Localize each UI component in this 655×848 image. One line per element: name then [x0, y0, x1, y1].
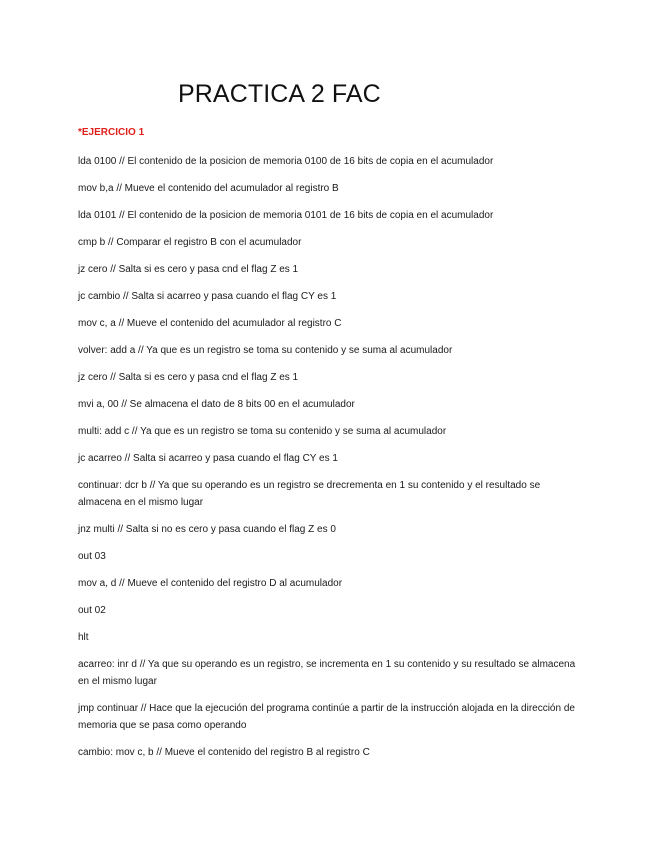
code-line: jz cero // Salta si es cero y pasa cnd el flag Z es 1	[78, 372, 299, 383]
code-line: out 03	[78, 551, 106, 562]
code-line: jz cero // Salta si es cero y pasa cnd el flag Z es 1	[78, 264, 299, 275]
code-line: mov c, a // Mueve el contenido del acumulador al registro C	[78, 318, 342, 329]
code-line: mov b,a // Mueve el contenido del acumulador al registro B	[78, 183, 339, 194]
code-line: jmp continuar // Hace que la ejecución del programa continúe a partir de la instrucción alojada en la dirección de memoria que se pasa como operando	[78, 703, 575, 731]
code-line: hlt	[78, 632, 89, 643]
document-title: PRACTICA 2 FAC	[178, 80, 381, 108]
code-line: lda 0100 // El contenido de la posicion de memoria 0100 de 16 bits de copia en el acumulador	[78, 156, 494, 167]
code-line: cambio: mov c, b // Mueve el contenido del registro B al registro C	[78, 747, 370, 758]
code-line: mov a, d // Mueve el contenido del registro D al acumulador	[78, 578, 343, 589]
code-line: lda 0101 // El contenido de la posicion de memoria 0101 de 16 bits de copia en el acumulador	[78, 210, 494, 221]
code-line: jc acarreo // Salta si acarreo y pasa cuando el flag CY es 1	[78, 453, 338, 464]
code-line: out 02	[78, 605, 106, 616]
code-line: jc cambio // Salta si acarreo y pasa cuando el flag CY es 1	[78, 291, 337, 302]
code-line: multi: add c // Ya que es un registro se toma su contenido y se suma al acumulador	[78, 426, 447, 437]
code-line: jnz multi // Salta si no es cero y pasa cuando el flag Z es 0	[78, 524, 336, 535]
code-line: volver: add a // Ya que es un registro se toma su contenido y se suma al acumulador	[78, 345, 453, 356]
exercise-heading: *EJERCICIO 1	[78, 127, 145, 138]
code-lines-list	[78, 153, 578, 771]
code-line: cmp b // Comparar el registro B con el acumulador	[78, 237, 302, 248]
code-line: continuar: dcr b // Ya que su operando es un registro se drecrementa en 1 su contenido y el resultado se almacena en el mismo lugar	[78, 480, 541, 508]
code-line: acarreo: inr d // Ya que su operando es un registro, se incrementa en 1 su contenido y su resultado se almacena en el mismo lugar	[78, 659, 576, 687]
code-line: mvi a, 00 // Se almacena el dato de 8 bits 00 en el acumulador	[78, 399, 355, 410]
